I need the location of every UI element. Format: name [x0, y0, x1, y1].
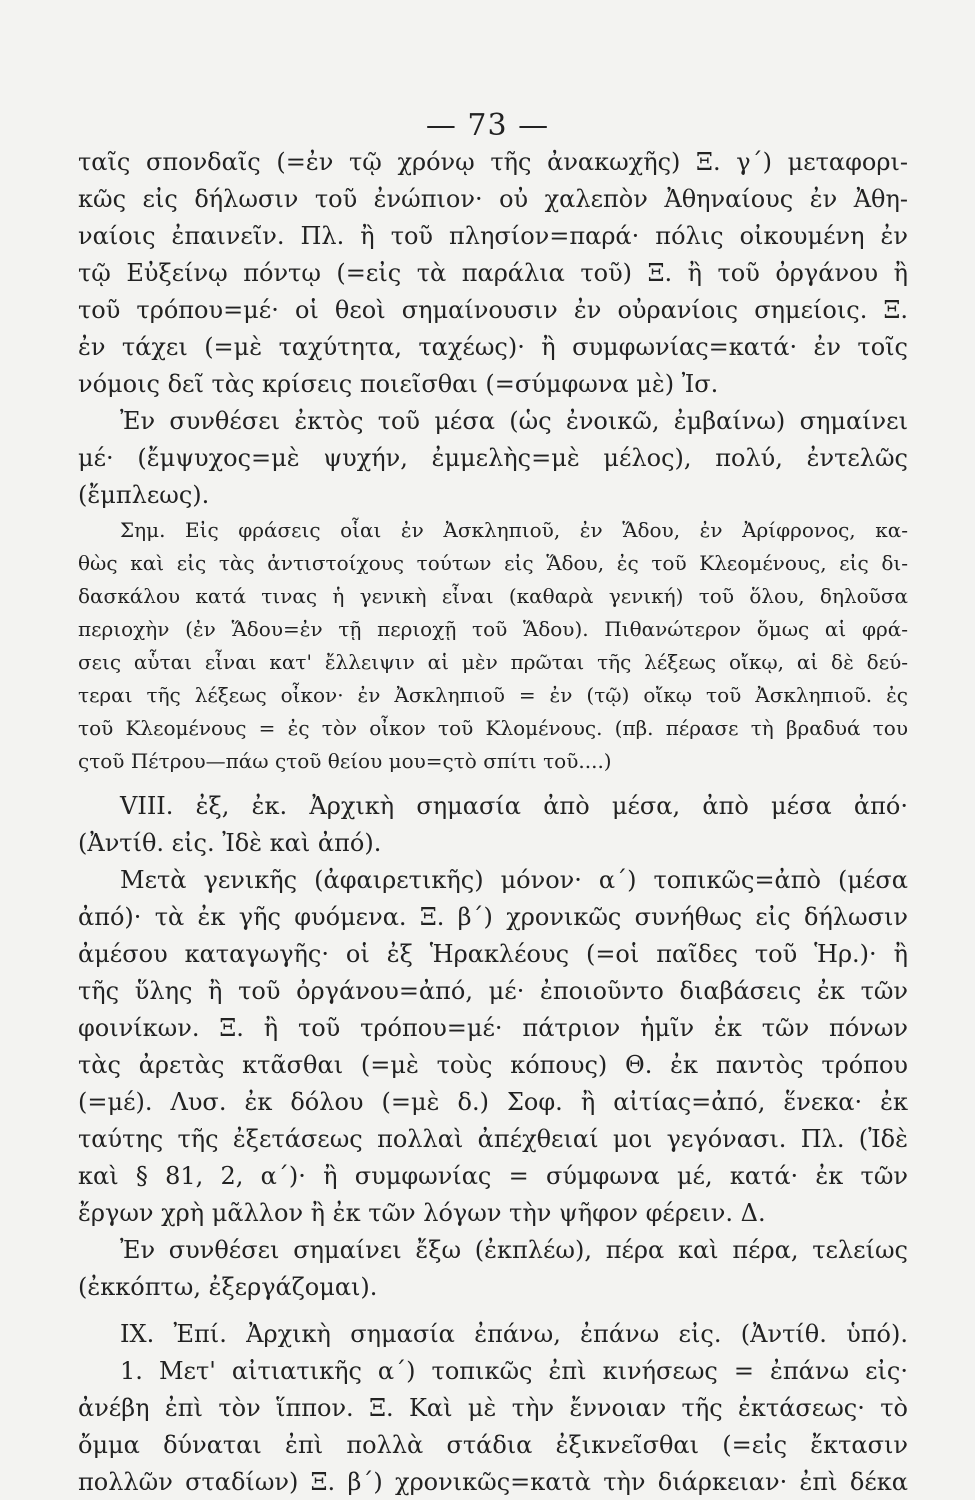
text-line: (Ἀντίθ. εἰς. Ἰδὲ καὶ ἀπό). [78, 829, 382, 857]
text-line: Μετὰ γενικῆς (ἀφαιρετικῆς) μόνον· α΄) τοπικῶς=ἀπὸ (μέσα [120, 866, 908, 894]
section-heading: VIII. ἐξ, ἐκ. Ἀρχικὴ σημασία ἀπὸ μέσα, ἀπὸ μέσα ἀπό· [120, 792, 908, 820]
text-line: ὄμμα δύναται ἐπὶ πολλὰ στάδια ἐξικνεῖσθαι (=εἰς ἔκτασιν [78, 1431, 908, 1459]
text-line: 1. Μετ' αἰτιατικῆς α΄) τοπικῶς ἐπὶ κινήσεως = ἐπάνω εἰς· [120, 1357, 908, 1385]
text-line: νόμοις δεῖ τὰς κρίσεις ποιεῖσθαι (=σύμφωνα μὲ) Ἰσ. [78, 370, 719, 398]
note-line: περιοχὴν (ἐν Ἅδου=ἐν τῇ περιοχῇ τοῦ Ἅδου). Πιθανώτερον ὅμως αἱ φρά- [78, 617, 908, 641]
text-line: μέ· (ἔμψυχος=μὲ ψυχήν, ἐμμελὴς=μὲ μέλος), πολύ, ἐντελῶς [78, 444, 908, 472]
text-line: φοινίκων. Ξ. ἢ τοῦ τρόπου=μέ· πάτριον ἡμῖν ἐκ τῶν πόνων [78, 1014, 908, 1042]
text-line: ἀμέσου καταγωγῆς· οἱ ἐξ Ἡρακλέους (=οἱ παῖδες τοῦ Ἡρ.)· ἢ [78, 940, 908, 968]
text-line: τῆς ὕλης ἢ τοῦ ὀργάνου=ἀπό, μέ· ἐποιοῦντο διαβάσεις ἐκ τῶν [78, 977, 908, 1005]
text-line: καὶ § 81, 2, α΄)· ἢ συμφωνίας = σύμφωνα μέ, κατά· ἐκ τῶν [78, 1162, 908, 1190]
text-line: (ἔμπλεως). [78, 481, 210, 509]
text-line: (=μέ). Λυσ. ἐκ δόλου (=μὲ δ.) Σοφ. ἢ αἰτίας=ἀπό, ἕνεκα· ἐκ [78, 1088, 908, 1116]
text-line: Ἐν συνθέσει σημαίνει ἔξω (ἐκπλέω), πέρα καὶ πέρα, τελείως [120, 1236, 908, 1264]
text-line: κῶς εἰς δήλωσιν τοῦ ἐνώπιον· οὐ χαλεπὸν Ἀθηναίους ἐν Ἀθη- [78, 185, 908, 213]
text-line: (ἐκκόπτω, ἐξεργάζομαι). [78, 1273, 378, 1301]
text-line: τῷ Εὐξείνῳ πόντῳ (=εἰς τὰ παράλια τοῦ) Ξ. ἢ τοῦ ὀργάνου ἢ [78, 259, 908, 287]
text-line: ναίοις ἐπαινεῖν. Πλ. ἢ τοῦ πλησίον=παρά· πόλις οἰκουμένη ἐν [78, 222, 908, 250]
note-line: σεις αὗται εἶναι κατ' ἔλλειψιν αἱ μὲν πρῶται τῆς λέξεως οἴκῳ, αἱ δὲ δεύ- [78, 650, 908, 674]
note-line: τεραι τῆς λέξεως οἶκον· ἐν Ἀσκληπιοῦ = ἐν (τῷ) οἴκῳ τοῦ Ἀσκληπιοῦ. ἐς [78, 683, 908, 707]
note-line: Σημ. Εἰς φράσεις οἷαι ἐν Ἀσκληπιοῦ, ἐν Ἅδου, ἐν Ἀρίφρονος, κα- [120, 518, 908, 542]
note-line: δασκάλου κατά τινας ἡ γενικὴ εἶναι (καθαρὰ γενική) τοῦ ὅλου, δηλοῦσα [78, 584, 908, 608]
note-line: ςτοῦ Πέτρου—πάω ςτοῦ θείου μου=ςτὸ σπίτι τοῦ....) [78, 749, 612, 773]
section-heading: IX. Ἐπί. Ἀρχικὴ σημασία ἐπάνω, ἐπάνω εἰς. (Ἀντίθ. ὑπό). [120, 1320, 908, 1348]
text-line: ἀπό)· τὰ ἐκ γῆς φυόμενα. Ξ. β΄) χρονικῶς συνήθως εἰς δήλωσιν [78, 903, 908, 931]
note-line: θὼς καὶ εἰς τὰς ἀντιστοίχους τούτων εἰς Ἅδου, ἐς τοῦ Κλεομένους, εἰς δι- [78, 551, 908, 575]
text-line: τοῦ τρόπου=μέ· οἱ θεοὶ σημαίνουσιν ἐν οὐρανίοις σημείοις. Ξ. [78, 296, 908, 324]
text-line: ταύτης τῆς ἐξετάσεως πολλαὶ ἀπέχθειαί μοι γεγόνασι. Πλ. (Ἰδὲ [78, 1125, 908, 1153]
text-line: τὰς ἀρετὰς κτᾶσθαι (=μὲ τοὺς κόπους) Θ. ἐκ παντὸς τρόπου [78, 1051, 908, 1079]
text-line: ἔργων χρὴ μᾶλλον ἢ ἐκ τῶν λόγων τὴν ψῆφον φέρειν. Δ. [78, 1199, 766, 1227]
note-line: τοῦ Κλεομένους = ἐς τὸν οἶκον τοῦ Κλομένους. (πβ. πέρασε τὴ βραδυά του [78, 716, 908, 740]
text-line: Ἐν συνθέσει ἐκτὸς τοῦ μέσα (ὡς ἐνοικῶ, ἐμβαίνω) σημαίνει [120, 407, 908, 435]
page-number: — 73 — [425, 108, 550, 143]
text-line: ἐν τάχει (=μὲ ταχύτητα, ταχέως)· ἢ συμφωνίας=κατά· ἐν τοῖς [78, 333, 908, 361]
text-line: πολλῶν σταδίων) Ξ. β΄) χρονικῶς=κατὰ τὴν διάρκειαν· ἐπὶ δέκα [78, 1468, 908, 1496]
text-line: ἀνέβη ἐπὶ τὸν ἵππον. Ξ. Καὶ μὲ τὴν ἔννοιαν τῆς ἐκτάσεως· τὸ [78, 1394, 908, 1422]
text-line: ταῖς σπονδαῖς (=ἐν τῷ χρόνῳ τῆς ἀνακωχῆς) Ξ. γ΄) μεταφορι- [78, 148, 908, 176]
